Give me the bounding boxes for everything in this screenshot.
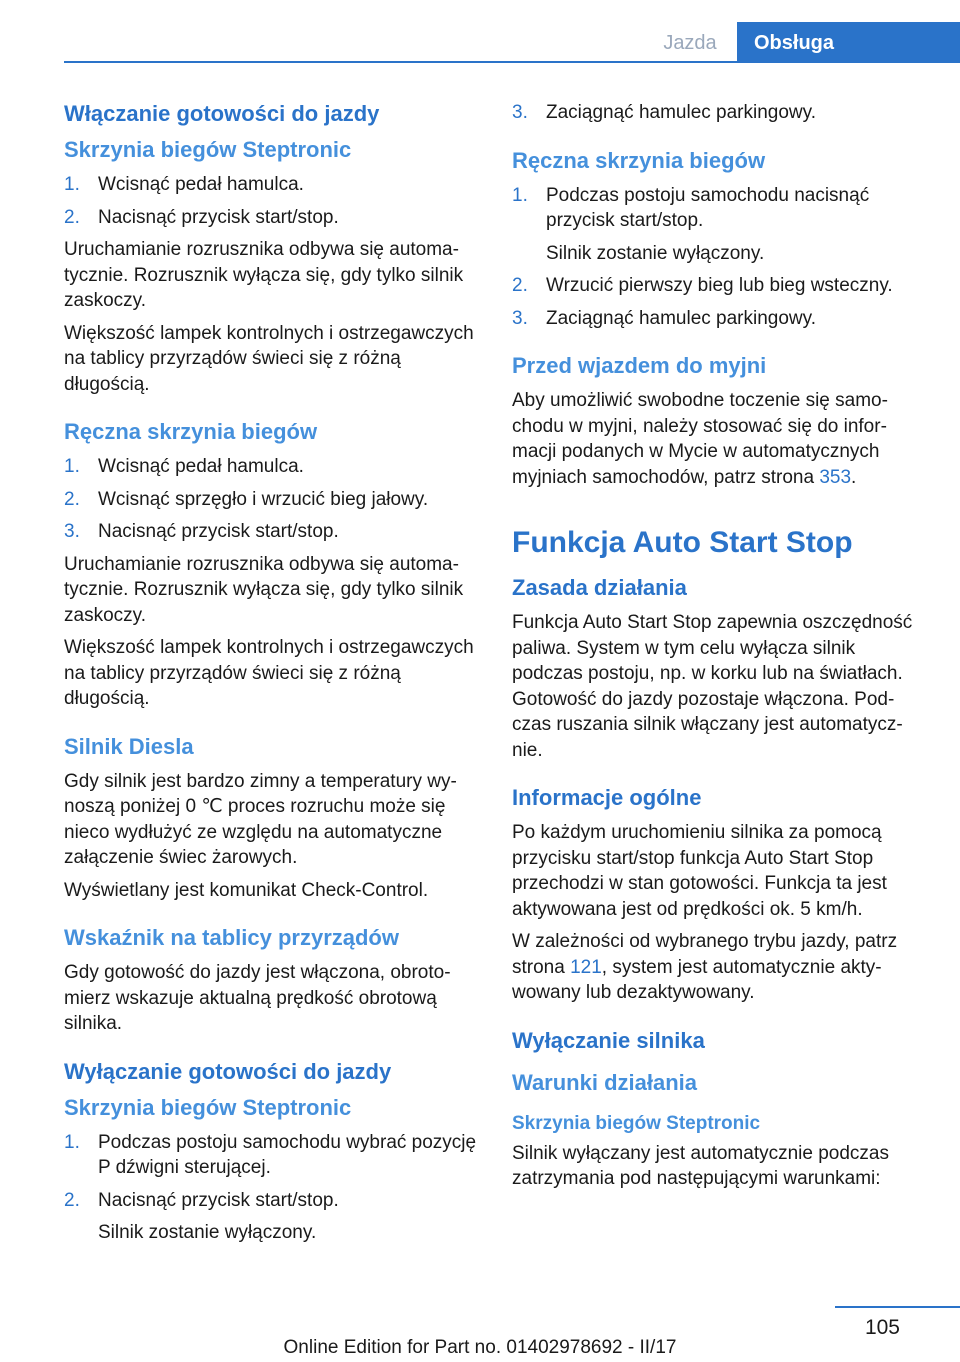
list-steptronic-2 [64, 1130, 484, 1246]
heading-wlaczanie: Włączanie gotowości do jazdy [64, 101, 380, 126]
heading-zasada: Zasada działania [512, 575, 687, 600]
list-subtext: Silnik zostanie wyłączony. [98, 1222, 317, 1243]
list-number: 3. [512, 102, 528, 123]
paragraph-tryb [512, 929, 922, 1006]
list-text: Wcisnąć pedał hamulca. [98, 174, 304, 195]
paragraph-lampki-1: Większość lampek kontrolnych i ostrzegawczych na tablicy przyrządów świeci się z różną długością. [64, 322, 474, 395]
list-text: Podczas postoju samochodu wybrać pozycję P dźwigni sterującej. [98, 1131, 477, 1178]
heading-wylaczanie: Wyłączanie gotowości do jazdy [64, 1058, 392, 1084]
page-link-353[interactable]: 353 [819, 466, 852, 488]
list-number: 2. [64, 1189, 80, 1211]
list-text: Nacisnąć przycisk start/stop. [98, 521, 339, 542]
right-column [512, 100, 922, 1199]
list-item [64, 454, 484, 480]
list-subtext: Silnik zostanie wyłączony. [546, 242, 765, 264]
paragraph-wskaznik: Gdy gotowość do jazdy jest włączona, obrotomierz wskazuje aktualną prędkość obrotową silnika. [64, 962, 451, 1034]
list-number: 1. [512, 184, 528, 206]
list-number: 1. [64, 174, 80, 195]
heading-wskaznik: Wskaźnik na tablicy przyrządów [64, 925, 399, 950]
list-item [64, 172, 484, 198]
paragraph-informacje: Po każdym uruchomieniu silnika za pomocą przycisku start/stop funkcja Auto Start Stop przechodzi w stan gotowości. Funkcja ta jest aktywowana jest od prędkości ok. 5 km/h. [512, 822, 887, 920]
edition-footer: Online Edition for Part no. 01402978692 - II/17 [283, 1337, 677, 1358]
list-steptronic-1 [64, 172, 484, 230]
list-text: Nacisnąć przycisk start/stop. [98, 1189, 339, 1211]
list-item [512, 100, 922, 126]
tab-jazda[interactable]: Jazda [663, 32, 717, 54]
heading-myjnia: Przed wjazdem do myjni [512, 353, 767, 378]
list-item [64, 519, 484, 545]
list-reczna-1 [64, 454, 484, 545]
page-header [0, 0, 960, 62]
paragraph-diesel: Gdy silnik jest bardzo zimny a temperatury wynoszą poniżej 0 ℃ proces rozruchu może się nieco wydłużyć ze względu na automatyczne załączenie świec żarowych. [64, 770, 457, 868]
list-text: Nacisnąć przycisk start/stop. [98, 206, 339, 228]
paragraph-rozrusznik-1: Uruchamianie rozrusznika odbywa się automatycznie. Rozrusznik wyłącza się, gdy tylko silnik zaskoczy. [64, 239, 464, 311]
list-number: 2. [512, 275, 528, 296]
list-text: Podczas postoju samochodu nacisnąć przycisk start/stop. [546, 184, 870, 231]
heading-reczna-2: Ręczna skrzynia biegów [512, 147, 766, 173]
page-link-121[interactable]: 121 [570, 956, 602, 978]
list-number: 1. [64, 1131, 80, 1153]
list-text: Wcisnąć pedał hamulca. [98, 456, 304, 477]
list-text: Wrzucić pierwszy bieg lub bieg wsteczny. [546, 275, 893, 296]
list-reczna-2 [512, 183, 922, 332]
list-steptronic-2-continued [512, 100, 922, 126]
list-text: Zaciągnąć hamulec parkingowy. [546, 102, 817, 123]
list-number: 3. [64, 521, 80, 542]
myjnia-end: . [851, 466, 857, 488]
heading-steptronic-2: Skrzynia biegów Steptronic [64, 1094, 352, 1120]
list-number: 1. [64, 456, 80, 477]
list-item [64, 487, 484, 513]
page-number: 105 [864, 1316, 900, 1339]
paragraph-check-control: Wyświetlany jest komunikat Check-Control. [64, 879, 429, 901]
footer-rule [835, 1306, 960, 1308]
tryb-text-b: , system jest automatycznie aktywowany lub dezaktywowany. [512, 956, 882, 1003]
paragraph-zasada: Funkcja Auto Start Stop zapewnia oszczędność paliwa. System w tym celu wyłącza silnik podczas postoju, np. w korku lub na światłach. Gotowość do jazdy pozostaje włączona. Podczas ruszania silnik włączany jest automatycznie. [512, 612, 913, 761]
list-item [512, 306, 922, 332]
list-item [512, 183, 922, 267]
paragraph-warunki: Silnik wyłączany jest automatycznie podczas zatrzymania pod następującymi warunkami: [512, 1142, 890, 1189]
paragraph-myjnia [512, 388, 922, 490]
heading-reczna-1: Ręczna skrzynia biegów [64, 419, 318, 444]
heading-auto-start-stop: Funkcja Auto Start Stop [512, 526, 853, 559]
list-number: 2. [64, 488, 80, 510]
heading-wylaczanie-silnika: Wyłączanie silnika [512, 1027, 705, 1053]
list-item [512, 273, 922, 299]
heading-diesel: Silnik Diesla [64, 733, 194, 759]
myjnia-text: Aby umożliwić swobodne toczenie się samochodu w myjni, należy stosować się do informacji podanych w Mycie w automatycznych myjniach samochodów, patrz strona [512, 390, 888, 488]
list-text: Zaciągnąć hamulec parkingowy. [546, 307, 817, 329]
tryb-text-a: W zależności od wybranego trybu jazdy, patrz strona [512, 931, 898, 978]
tab-obsluga[interactable]: Obsługa [737, 22, 960, 62]
heading-steptronic-3: Skrzynia biegów Steptronic [512, 1112, 761, 1134]
list-number: 3. [512, 307, 528, 329]
heading-informacje: Informacje ogólne [512, 785, 702, 810]
header-rule [64, 61, 960, 63]
list-text: Wcisnąć sprzęgło i wrzucić bieg jałowy. [98, 488, 429, 510]
heading-steptronic-1: Skrzynia biegów Steptronic [64, 137, 352, 162]
left-column [64, 100, 484, 1253]
list-item [64, 205, 484, 231]
list-item [64, 1188, 484, 1246]
list-number: 2. [64, 206, 80, 228]
paragraph-lampki-2: Większość lampek kontrolnych i ostrzegawczych na tablicy przyrządów świeci się z różną długością. [64, 637, 474, 709]
list-item [64, 1130, 484, 1181]
heading-warunki: Warunki działania [512, 1069, 698, 1095]
paragraph-rozrusznik-2: Uruchamianie rozrusznika odbywa się automatycznie. Rozrusznik wyłącza się, gdy tylko silnik zaskoczy. [64, 553, 464, 626]
